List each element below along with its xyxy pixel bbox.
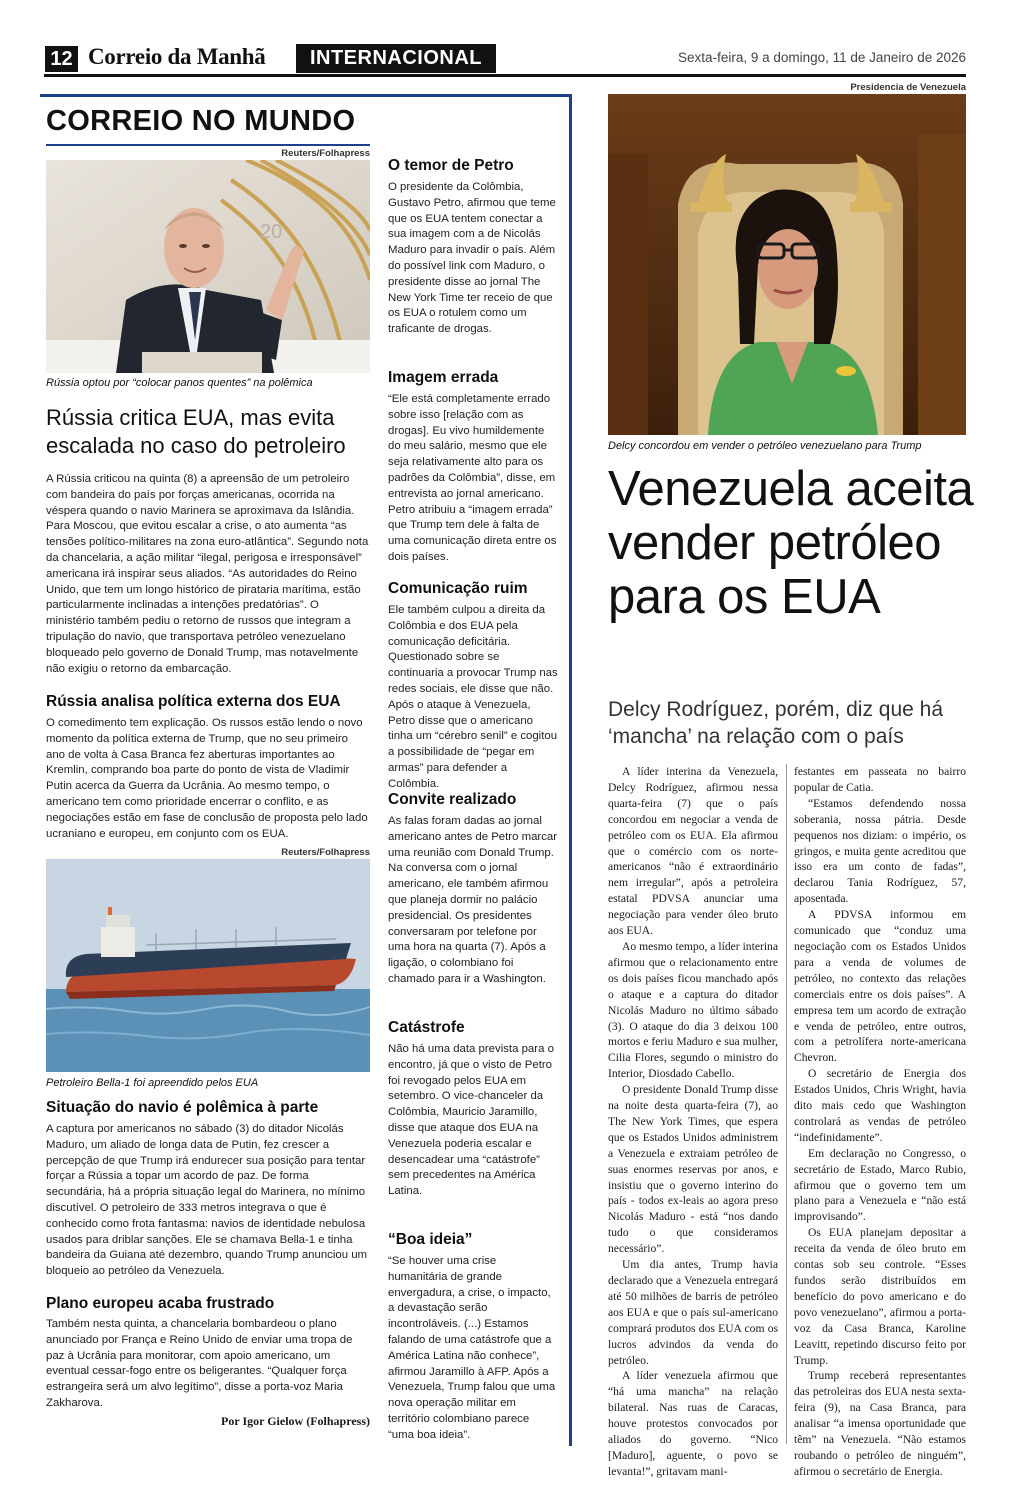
article-column-left [608,764,778,1480]
delcy-photo [608,94,966,435]
petro-text: “Se houver uma crise humanitária de grande envergadura, a crise, o impacto, a devastação serão incontroláveis. (...) Estamos falando de uma catástrofe que a América Latina não conhece”, afirmou Jaramillo à AFP. Após a Venezuela, Trump falou que uma nova operação militar em território colombiano parece “uma boa ideia”. [388,1255,556,1441]
petro-text: As falas foram dadas ao jornal americano antes de Petro marcar uma reunião com Donald Trump. Na conversa com o jornal americano, ele também afirmou que planeja dormir no palácio presidencial. Os presidentes conversaram por telefone por uma hora na quarta (7). Após a ligação, o colombiano foi chamado para ir a Washington. [388,815,558,985]
photo-credit: Reuters/Folhapress [281,847,370,858]
box-title-rule [46,144,370,146]
section-heading: Situação do navio é polêmica à parte [46,1099,319,1116]
article-paragraph: festantes em passeata no bairro popular de Catia. [794,765,966,794]
petro-heading: “Boa ideia” [388,1231,473,1248]
article-paragraph: Trump receberá representantes das petroleiras dos EUA nesta sexta-feira (9), na Casa Branca, para analisar “a imensa oportunidade que têm” na Venezuela. “Não estamos roubando o petróleo de ninguém”, afirmou o secretário de Energia. [794,1369,966,1478]
tanker-photo [46,859,370,1072]
box-title: CORREIO NO MUNDO [46,105,356,137]
section-text: O comedimento tem explicação. Os russos estão lendo o novo momento da política externa de Trump, que no seu primeiro ano de volta à Casa Branca fez aberturas importantes ao Kremlin, comprando boa parte do ponto de vista de Vladimir Putin acerca da Guerra da Ucrânia. Ao mesmo tempo, o americano tem como prioridade encerrar o conflito, e as negociações estão em fase de conclusão de proposta pelo lado ucraniano e europeu, em conjunto com os EUA. [46,717,368,840]
column-divider [786,764,787,1444]
petro-text: Não há uma data prevista para o encontro, já que o visto de Petro foi revogado pelos EUA em setembro. O vice-chanceler da Colômbia, Mauricio Jaramillo, disse que ataque dos EUA na Venezuela poderia escalar e desencadear uma “catástrofe” sem precedentes na América Latina. [388,1043,554,1198]
section-text: A captura por americanos no sábado (3) do ditador Nicolás Maduro, um aliado de longa data de Putin, fez crescer a percepção de que Trump irá endurecer sua posição para tentar forçar a Rússia a topar um acordo de paz. De forma secundária, há a própria situação legal do Marinera, no mínimo discutível. O petroleiro de 333 metros integrava o que é conhecido como frota fantasma: navios de identidade nebulosa usados para driblar sanções. Ele se chamava Bella-1 e tinha bandeira da Guiana até dezembro, quando Trump anunciou um bloqueio ao petróleo da Venezuela. [46,1123,368,1278]
photo-caption: Rússia optou por “colocar panos quentes” na polêmica [46,377,313,389]
petro-heading: O temor de Petro [388,157,514,174]
edition-date: Sexta-feira, 9 a domingo, 11 de Janeiro de 2026 [678,50,966,65]
article-paragraph: A líder interina da Venezuela, Delcy Rodríguez, afirmou nessa quarta-feira (7) que o país concordou em negociar a venda de petróleo com os EUA. Ela afirmou que o comércio com os norte-americanos “não é extraordinário nem irregular”, após a petroleira estatal PDVSA anunciar uma negociação para vender óleo bruto aos EUA. [608,765,778,938]
putin-photo [46,160,370,373]
section-tag: INTERNACIONAL [296,44,496,73]
article-paragraph: Ao mesmo tempo, a líder interina afirmou que o relacionamento entre os dois países ficou manchado após o ataque e a captura do ditador Nicolás Maduro no último sábado (3). O ataque do dia 3 deixou 100 mortos e feriu Maduro e sua mulher, Cilia Flores, segundo o ministro do Interior, Diosdado Cabello. [608,939,778,1081]
petro-heading: Comunicação ruim [388,580,528,597]
article-paragraph: Os EUA planejam depositar a receita da venda de óleo bruto em contas sob seu controle. “Esses fundos serão distribuídos em benefício do povo americano e do povo venezuelano”, afirmou a porta-voz da Casa Branca, Karoline Leavitt, repetindo discurso feito por Trump. [794,1226,966,1367]
section-text: Também nesta quinta, a chancelaria bombardeou o plano anunciado por França e Reino Unido de enviar uma tropa de paz à Ucrânia para monitorar, com apoio americano, um eventual cessar-fogo entre os beligerantes. “Qualquer força estrangeira será um alvo legítimo”, disse a porta-voz Maria Zakharova. [46,1318,353,1409]
publication-logo: Correio da Manhã [88,44,266,69]
photo-credit: Reuters/Folhapress [281,148,370,159]
petro-heading: Catástrofe [388,1019,465,1036]
petro-text: Ele também culpou a direita da Colômbia e dos EUA pela comunicação deficitária. Questionado sobre se continuaria a provocar Trump nas redes sociais, ele disse que não. Após o ataque à Venezuela, Petro disse que o americano tinha um “cérebro senil” e cogitou a possibilidade de “pegar em armas” para defender a Colômbia. [388,604,558,790]
header-rule [44,74,966,77]
article-paragraph: Um dia antes, Trump havia declarado que a Venezuela entregará até 50 milhões de barris de petróleo aos EUA e que o país sul-americano comprará produtos dos EUA com os lucros advindos da venda do petróleo. [608,1258,778,1367]
article-paragraph: “Estamos defendendo nossa soberania, nossa pátria. Desde pequenos nos diziam: o império, os gringos, e muita gente acreditou que isso era um conto de fadas”, declarou Tania Rodríguez, 57, aposentada. [794,796,966,906]
main-headline: Venezuela aceita vender petróleo para os EUA [608,462,974,624]
photo-credit: Presidencia de Venezuela [850,82,966,93]
byline: Por Igor Gielow (Folhapress) [221,1414,370,1428]
svg-text:20: 20 [260,221,283,243]
russia-headline: Rússia critica EUA, mas evita escalada no caso do petroleiro [46,405,346,458]
article-paragraph: Em declaração no Congresso, o secretário de Estado, Marco Rubio, afirmou que o governo tem um plano para a Venezuela e “não está improvisando”. [794,1146,966,1224]
petro-text: O presidente da Colômbia, Gustavo Petro, afirmou que teme que os EUA tentem conectar a sua imagem com a de Nicolás Maduro para invadir o país. Além do possível link com Maduro, o presidente disse ao jornal The New York Time ter receio de que os EUA o rotulem como um traficante de drogas. [388,181,556,336]
petro-heading: Imagem errada [388,369,499,386]
russia-intro: A Rússia criticou na quinta (8) a apreensão de um petroleiro com bandeira do país por forças americanas, ocorrida na véspera quando o navio Marinera se aproximava da Islândia. Para Moscou, que evitou escalar a crise, o ato aumenta “as tensões político-militares na zona euro-atlântica”. Segundo nota da chancelaria, a ação militar “ilegal, perigosa e irresponsável” americana irá inspirar seus aliados. “As autoridades do Reino Unido, que tem um longo histórico de pirataria marítima, estão particularmente inclinadas a intenções predatórias”. O ministério também pediu o retorno de russos que integram a tripulação do navio, que transportava petróleo venezuelano bloqueado pelo governo de Donald Trump, mas notavelmente não exigiu o retorno da embarcação. [46,473,369,675]
section-heading: Rússia analisa política externa dos EUA [46,693,341,710]
petro-heading: Convite realizado [388,791,517,808]
page-number: 12 [45,46,78,72]
section-heading: Plano europeu acaba frustrado [46,1295,275,1312]
photo-caption: Petroleiro Bella-1 foi apreendido pelos EUA [46,1077,259,1089]
article-paragraph: O presidente Donald Trump disse na noite desta quarta-feira (7), ao The New York Times, que espera que os Estados Unidos administrem a Venezuela e extraiam petróleo de suas enormes reservas por anos, e insistiu que o governo interino do país - todos ex-leais ao agora preso Nicolás Maduro - está “nos dando tudo o que consideramos necessário”. [608,1083,778,1256]
petro-text: “Ele está completamente errado sobre isso [relação com as drogas]. Eu vivo humildemente do meu salário, mesmo que ele seja relativamente alto para os padrões da Colômbia”, disse, em entrevista ao jornal americano. Petro atribuiu a “imagem errada” que Trump tem dele à falta de uma comunicação direta entre os dois países. [388,393,557,563]
photo-caption: Delcy concordou em vender o petróleo venezuelano para Trump [608,440,922,452]
article-paragraph: A líder venezuela afirmou que “há uma mancha” na relação bilateral. Nas ruas de Caracas, houve protestos convocados por aliados do governo. “Nico [Maduro], aguente, o povo se levanta!”, gritavam mani- [608,1369,778,1478]
article-paragraph: A PDVSA informou em comunicado que “conduz uma negociação com os Estados Unidos para a venda de volumes de petróleo, no contexto das relações comerciais entre os dois países”. A empresa tem um acordo de extração e venda de petróleo, entre outros, com a petrolífera norte-americana Chevron. [794,908,966,1065]
article-paragraph: O secretário de Energia dos Estados Unidos, Chris Wright, havia dito mais cedo que Washington controlará as vendas de petróleo “indefinidamente”. [794,1067,966,1144]
subheadline: Delcy Rodríguez, porém, diz que há ‘mancha’ na relação com o país [608,698,944,748]
article-column-right [794,764,966,1480]
